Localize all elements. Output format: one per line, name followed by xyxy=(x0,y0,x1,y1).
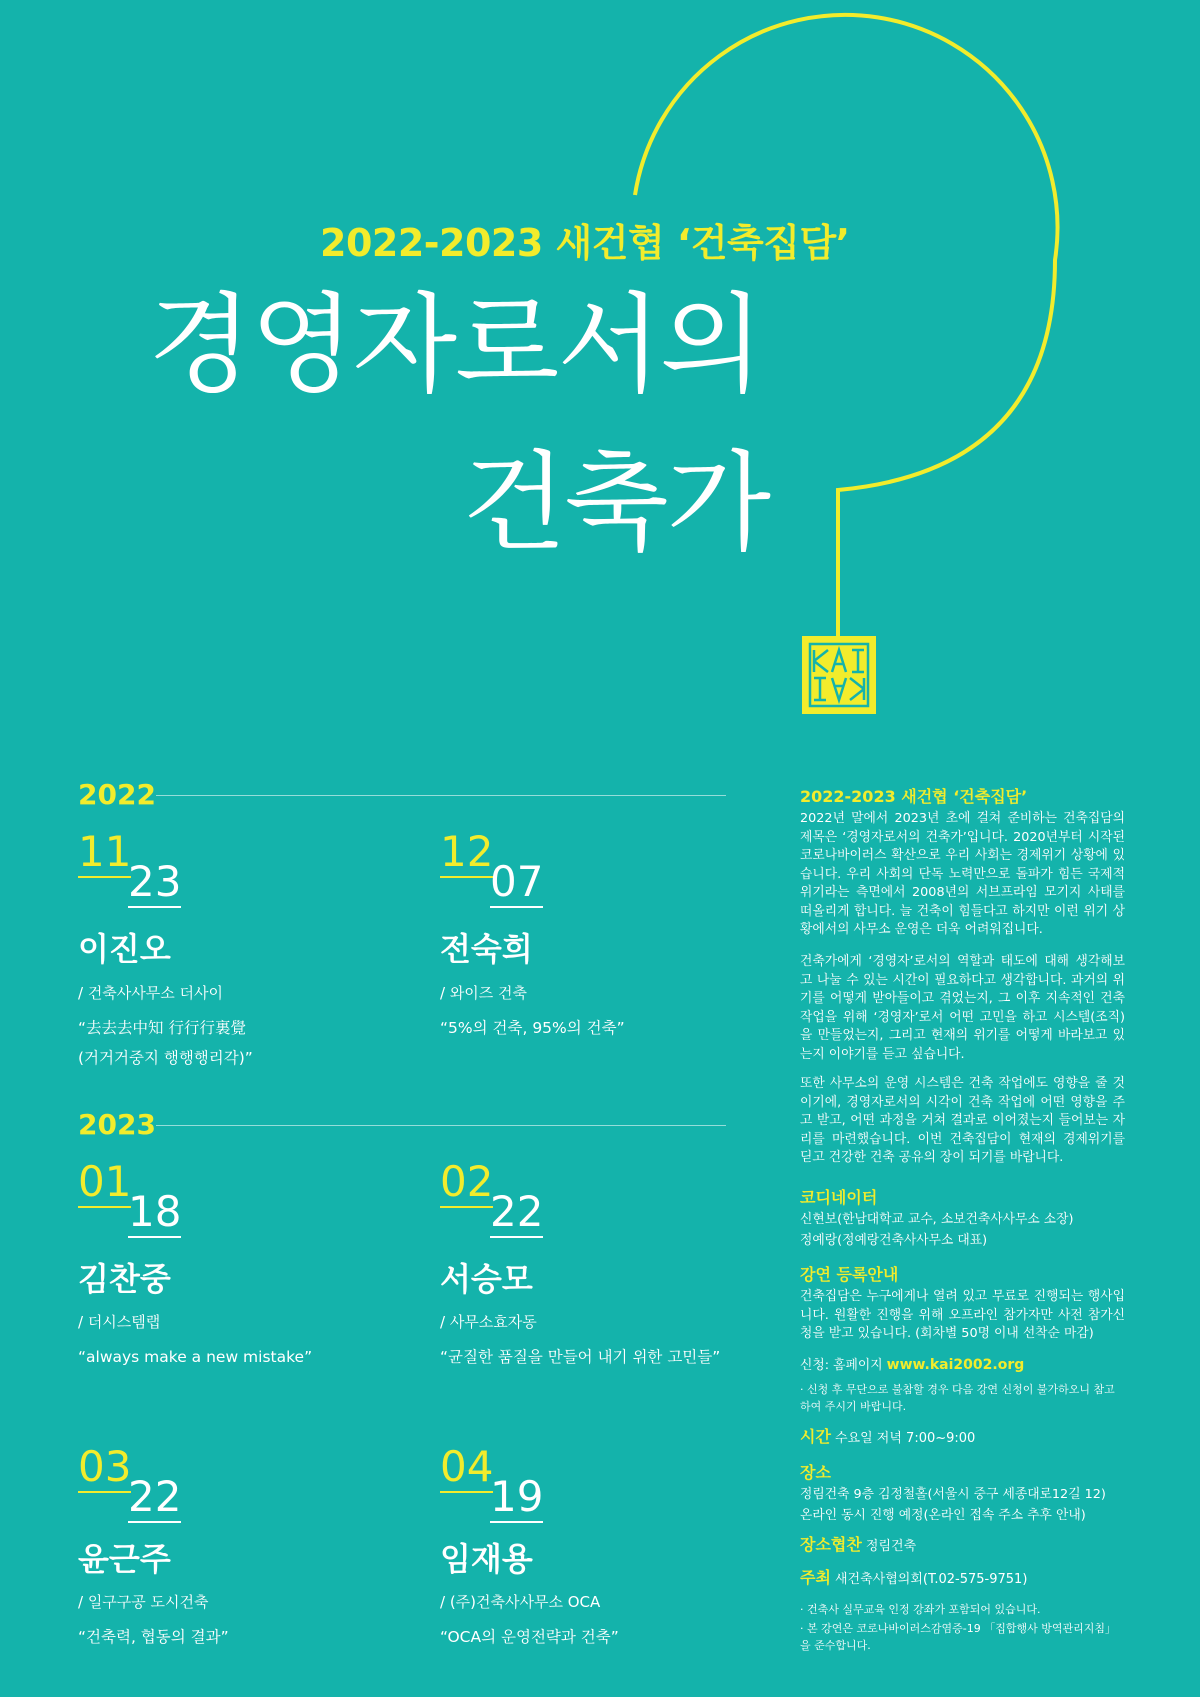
main-title-line1: 경영자로서의 xyxy=(148,283,762,408)
year-divider xyxy=(156,795,726,796)
session-month: 04 xyxy=(440,1442,494,1491)
intro-paragraph: 2022년 말에서 2023년 초에 걸쳐 준비하는 건축집담의 제목은 ‘경영자로서의 건축가’입니다. 2020년부터 시작된 코로나바이러스 확산으로 우리 사회는 경제위기 상황에 있습니다. 우리 사회의 단독 노력만으로 돌파가 힘든 국제적 위기라는 측면에서 2008년의 서브프라임 모기지 사태를 떠올리게 합니다. 늘 건축이 힘들다고 하지만 이런 위기 상황에서의 사무소 운영은 더욱 어려워집니다. xyxy=(800,811,1125,937)
talk-title: “균질한 품질을 만들어 내기 위한 고민들” xyxy=(440,1348,721,1366)
time-label: 시간 xyxy=(800,1427,831,1446)
place-1: 정림건축 9층 김정철홀(서울시 중구 세종대로12길 12) xyxy=(800,1487,1106,1502)
session-day: 22 xyxy=(490,1187,544,1236)
main-title-line2: 건축가 xyxy=(462,441,769,566)
coordinator-1: 신현보(한남대학교 교수, 소보건축사사무소 소장) xyxy=(800,1212,1074,1227)
talk-title: “5%의 건축, 95%의 건축” xyxy=(440,1019,625,1037)
speaker-org: / 더시스템랩 xyxy=(78,1313,161,1331)
speaker-name: 임재용 xyxy=(440,1540,533,1578)
talk-title: “去去去中知 行行行裏覺 xyxy=(78,1019,246,1037)
talk-title: “건축력, 협동의 결과” xyxy=(78,1628,229,1646)
session-day: 22 xyxy=(128,1472,182,1521)
session-month: 03 xyxy=(78,1442,132,1491)
time-value: 수요일 저녁 7:00~9:00 xyxy=(835,1431,976,1446)
intro-paragraph: 건축가에게 ‘경영자’로서의 역할과 태도에 대해 생각해보고 나눌 수 있는 시간이 필요하다고 생각합니다. 과거의 위기를 어떻게 받아들이고 겪었는지, 그 이후 지속적인 건축 작업을 위해 ‘경영자’로서 어떤 고민을 하고 시스템(조직)을 만들었는지, 그리고 현재의 위기를 어떻게 바라보고 있는지 이야기를 듣고 싶습니다. xyxy=(800,954,1125,1062)
registration-paragraph: 건축집담은 누구에게나 열려 있고 무료로 진행되는 행사입니다. 원활한 진행을 위해 오프라인 참가자만 사전 참가신청을 받고 있습니다. (회차별 50명 이내 선착순 마감) xyxy=(800,1289,1125,1341)
coordinator-2: 정예랑(정예랑건축사사무소 대표) xyxy=(800,1233,988,1248)
session-date xyxy=(78,1442,188,1525)
speaker-name: 서승모 xyxy=(440,1260,533,1298)
speaker-org: / 사무소효자동 xyxy=(440,1313,537,1331)
intro-paragraph: 또한 사무소의 운영 시스템은 건축 작업에도 영향을 줄 것이기에, 경영자로서의 시각이 건축 작업에 어떤 영향을 주고 받고, 어떤 과정을 거쳐 결과로 이어졌는지 들어보는 자리를 마련했습니다. 이번 건축집담이 현재의 경제위기를 딛고 건강한 건축 공유의 장이 되기를 바랍니다. xyxy=(800,1076,1125,1165)
session-month: 12 xyxy=(440,827,494,876)
session-day: 07 xyxy=(490,857,544,906)
footnote-2: · 본 강연은 코로나바이러스감염증-19 「집합행사 방역관리지침」을 준수합니다. xyxy=(800,1622,1116,1652)
talk-title: “always make a new mistake” xyxy=(78,1348,313,1366)
speaker-name: 전숙희 xyxy=(440,930,533,968)
coordinator-heading: 코디네이터 xyxy=(800,1188,878,1207)
time-line xyxy=(800,1428,1125,1449)
session-month: 01 xyxy=(78,1157,132,1206)
year-divider xyxy=(156,1125,726,1126)
speaker-org: / 건축사사무소 더사이 xyxy=(78,984,224,1002)
year-label-2022: 2022 xyxy=(78,778,156,811)
sponsor-value: 정림건축 xyxy=(865,1539,917,1554)
footnote-1: · 건축사 실무교육 인정 강좌가 포함되어 있습니다. xyxy=(800,1603,1041,1616)
session-day: 23 xyxy=(128,857,182,906)
speaker-org: / 와이즈 건축 xyxy=(440,984,528,1002)
sponsor-line xyxy=(800,1536,1125,1557)
year-label-2023: 2023 xyxy=(78,1108,156,1141)
session-day: 19 xyxy=(490,1472,544,1521)
session-day: 18 xyxy=(128,1187,182,1236)
sponsor-label: 장소협찬 xyxy=(800,1535,862,1554)
apply-link[interactable]: www.kai2002.org xyxy=(886,1357,1025,1373)
apply-line xyxy=(800,1356,1125,1376)
kai-logo xyxy=(802,636,876,714)
session-date xyxy=(440,827,550,910)
apply-label: 신청: 홈페이지 xyxy=(800,1358,883,1373)
intro-heading: 2022-2023 새건협 ‘건축집담’ xyxy=(800,787,1028,806)
talk-title: (거거거중지 행행행리각)” xyxy=(78,1049,253,1067)
session-month: 11 xyxy=(78,827,132,876)
host-value: 새건축사협의회(T.02-575-9751) xyxy=(835,1572,1028,1587)
speaker-org: / (주)건축사사무소 OCA xyxy=(440,1593,601,1611)
session-date xyxy=(78,1157,188,1240)
place-heading: 장소 xyxy=(800,1463,831,1482)
host-line xyxy=(800,1569,1125,1590)
talk-title: “OCA의 운영전략과 건축” xyxy=(440,1628,619,1646)
session-date xyxy=(440,1157,550,1240)
place-2: 온라인 동시 진행 예정(온라인 접속 주소 추후 안내) xyxy=(800,1508,1086,1523)
session-date xyxy=(440,1442,550,1525)
host-label: 주최 xyxy=(800,1568,831,1587)
speaker-org: / 일구구공 도시건축 xyxy=(78,1593,209,1611)
speaker-name: 김찬중 xyxy=(78,1260,171,1298)
series-title: 2022-2023 새건협 ‘건축집담’ xyxy=(320,221,850,265)
speaker-name: 윤근주 xyxy=(78,1540,171,1578)
registration-heading: 강연 등록안내 xyxy=(800,1265,899,1284)
session-month: 02 xyxy=(440,1157,494,1206)
apply-note: · 신청 후 무단으로 불참할 경우 다음 강연 신청이 불가하오니 참고하여 주시기 바랍니다. xyxy=(800,1383,1115,1413)
speaker-name: 이진오 xyxy=(78,930,171,968)
session-date xyxy=(78,827,188,910)
